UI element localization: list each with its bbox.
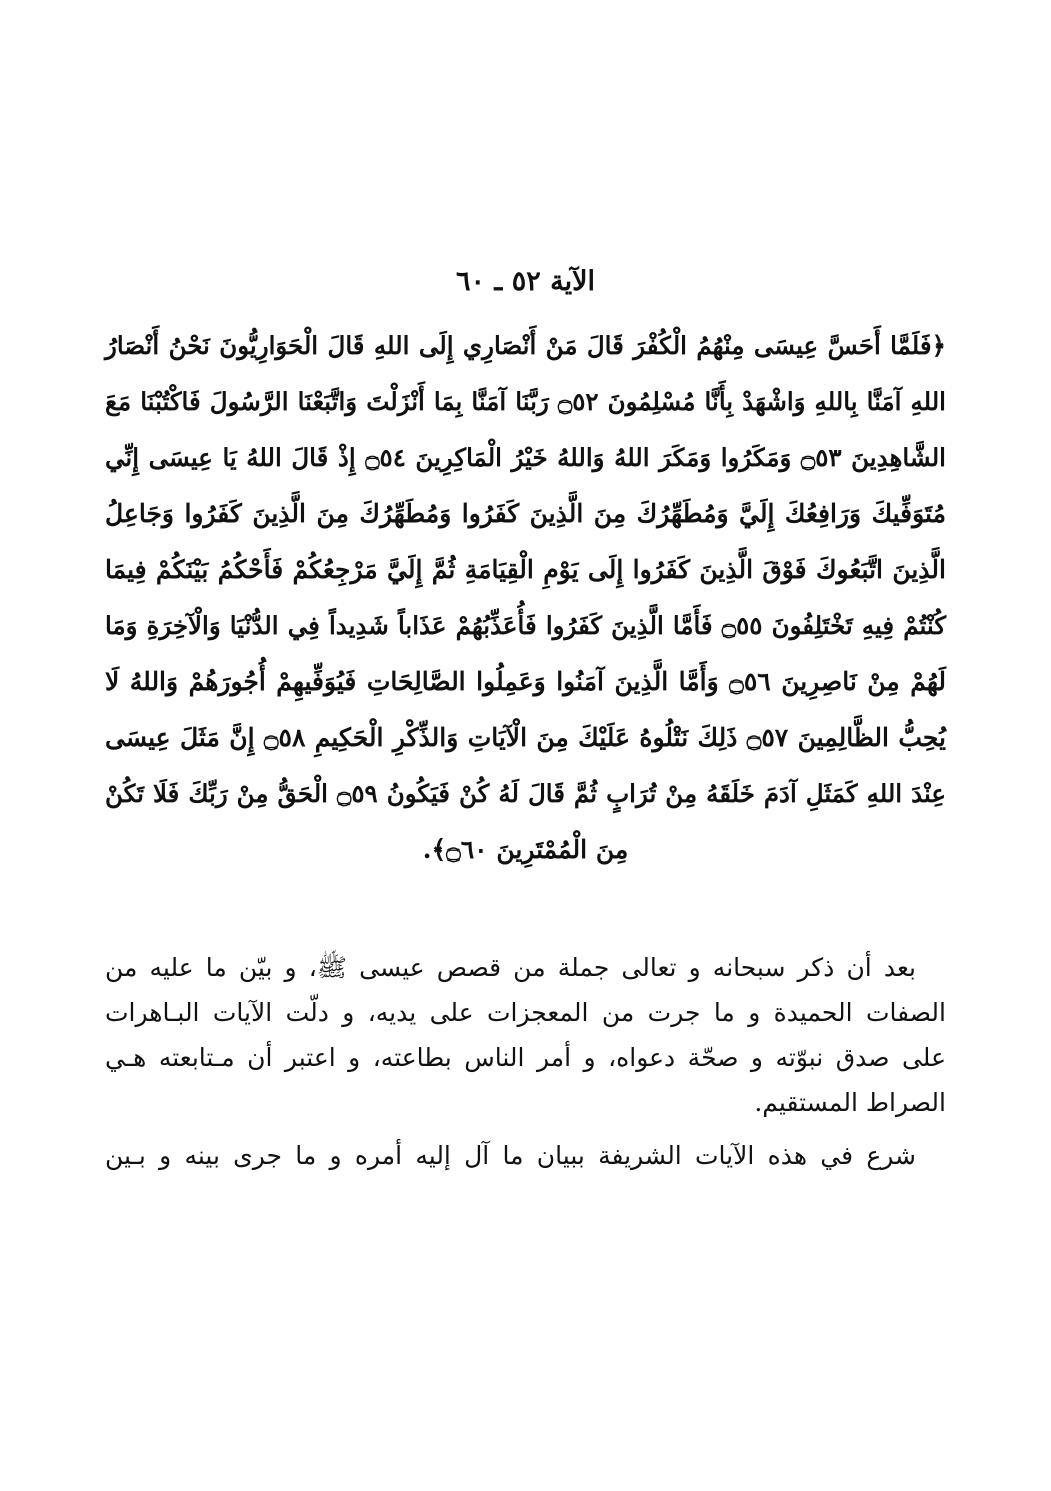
verse-line: ﴿فَلَمَّا أَحَسَّ عِيسَى مِنْهُمُ الْكُفْرَ قَالَ مَنْ أَنْصَارِي إِلَى اللهِ قَالَ الْحَوَارِيُّونَ نَحْنُ أَنْصَارُ [105, 331, 946, 360]
paragraph-line: على صدق نبوّته و صحّة دعواه، و أمر الناس بطاعته، و اعتبر أن مـتابعته هـي [105, 1043, 946, 1072]
verse-line: الَّذِينَ اتَّبَعُوكَ فَوْقَ الَّذِينَ كَفَرُوا إِلَى يَوْمِ الْقِيَامَةِ ثُمَّ إِلَيَّ مَرْجِعُكُمْ فَأَحْكُمُ بَيْنَكُمْ فِيمَا [105, 555, 946, 584]
commentary-block [105, 945, 946, 1178]
verse-line: مُتَوَفِّيكَ وَرَافِعُكَ إِلَيَّ وَمُطَهِّرُكَ مِنَ الَّذِينَ كَفَرُوا وَمُطَهِّرُكَ مِنَ الَّذِينَ كَفَرُوا وَجَاعِلُ [105, 499, 946, 528]
verse-range-heading: الآية ٥٢ ـ ٦٠ [455, 266, 596, 297]
paragraph-line: الصراط المستقيم. [754, 1088, 946, 1117]
quran-verses-block [105, 318, 946, 878]
paragraph-spacer [105, 1125, 946, 1133]
verse-line: يُحِبُّ الظَّالِمِينَ ۝٥٧ ذَلِكَ نَتْلُوهُ عَلَيْكَ مِنَ الْآيَاتِ وَالذِّكْرِ الْحَكِيمِ ۝٥٨ إِنَّ مَثَلَ عِيسَى [105, 723, 946, 752]
verse-line: كُنْتُمْ فِيهِ تَخْتَلِفُونَ ۝٥٥ فَأَمَّا الَّذِينَ كَفَرُوا فَأُعَذِّبُهُمْ عَذَاباً شَدِيداً فِي الدُّنْيَا وَالْآخِرَةِ وَمَا [105, 611, 946, 640]
verse-line: اللهِ آمَنَّا بِاللهِ وَاشْهَدْ بِأَنَّا مُسْلِمُونَ ۝٥٢ رَبَّنَا آمَنَّا بِمَا أَنْزَلْتَ وَاتَّبَعْنَا الرَّسُولَ فَاكْتُبْنَا مَعَ [105, 387, 946, 416]
commentary-paragraph-1 [105, 945, 946, 1125]
paragraph-line: شرع في هذه الآيات الشريفة ببيان ما آل إليه أمره و ما جرى بينه و بـين [105, 1141, 916, 1170]
verse-line: عِنْدَ اللهِ كَمَثَلِ آدَمَ خَلَقَهُ مِنْ تُرَابٍ ثُمَّ قَالَ لَهُ كُنْ فَيَكُونُ ۝٥٩ الْحَقُّ مِنْ رَبِّكَ فَلَا تَكُنْ [105, 779, 946, 808]
verse-line-final: مِنَ الْمُمْتَرِينَ ۝٦٠﴾. [422, 835, 629, 864]
verse-line: لَهُمْ مِنْ نَاصِرِينَ ۝٥٦ وَأَمَّا الَّذِينَ آمَنُوا وَعَمِلُوا الصَّالِحَاتِ فَيُوَفِّيهِمْ أُجُورَهُمْ وَاللهُ لَا [105, 667, 946, 696]
paragraph-line: بعد أن ذكر سبحانه و تعالى جملة من قصص عيسى ﷺ، و بيّن ما عليه من [105, 953, 916, 982]
paragraph-line: الصفات الحميدة و ما جرت من المعجزات على يديه، و دلّت الآيات البـاهرات [105, 998, 946, 1027]
commentary-paragraph-2 [105, 1133, 946, 1178]
verse-line: الشَّاهِدِينَ ۝٥٣ وَمَكَرُوا وَمَكَرَ اللهُ وَاللهُ خَيْرُ الْمَاكِرِينَ ۝٥٤ إِذْ قَالَ اللهُ يَا عِيسَى إِنِّي [105, 443, 946, 472]
